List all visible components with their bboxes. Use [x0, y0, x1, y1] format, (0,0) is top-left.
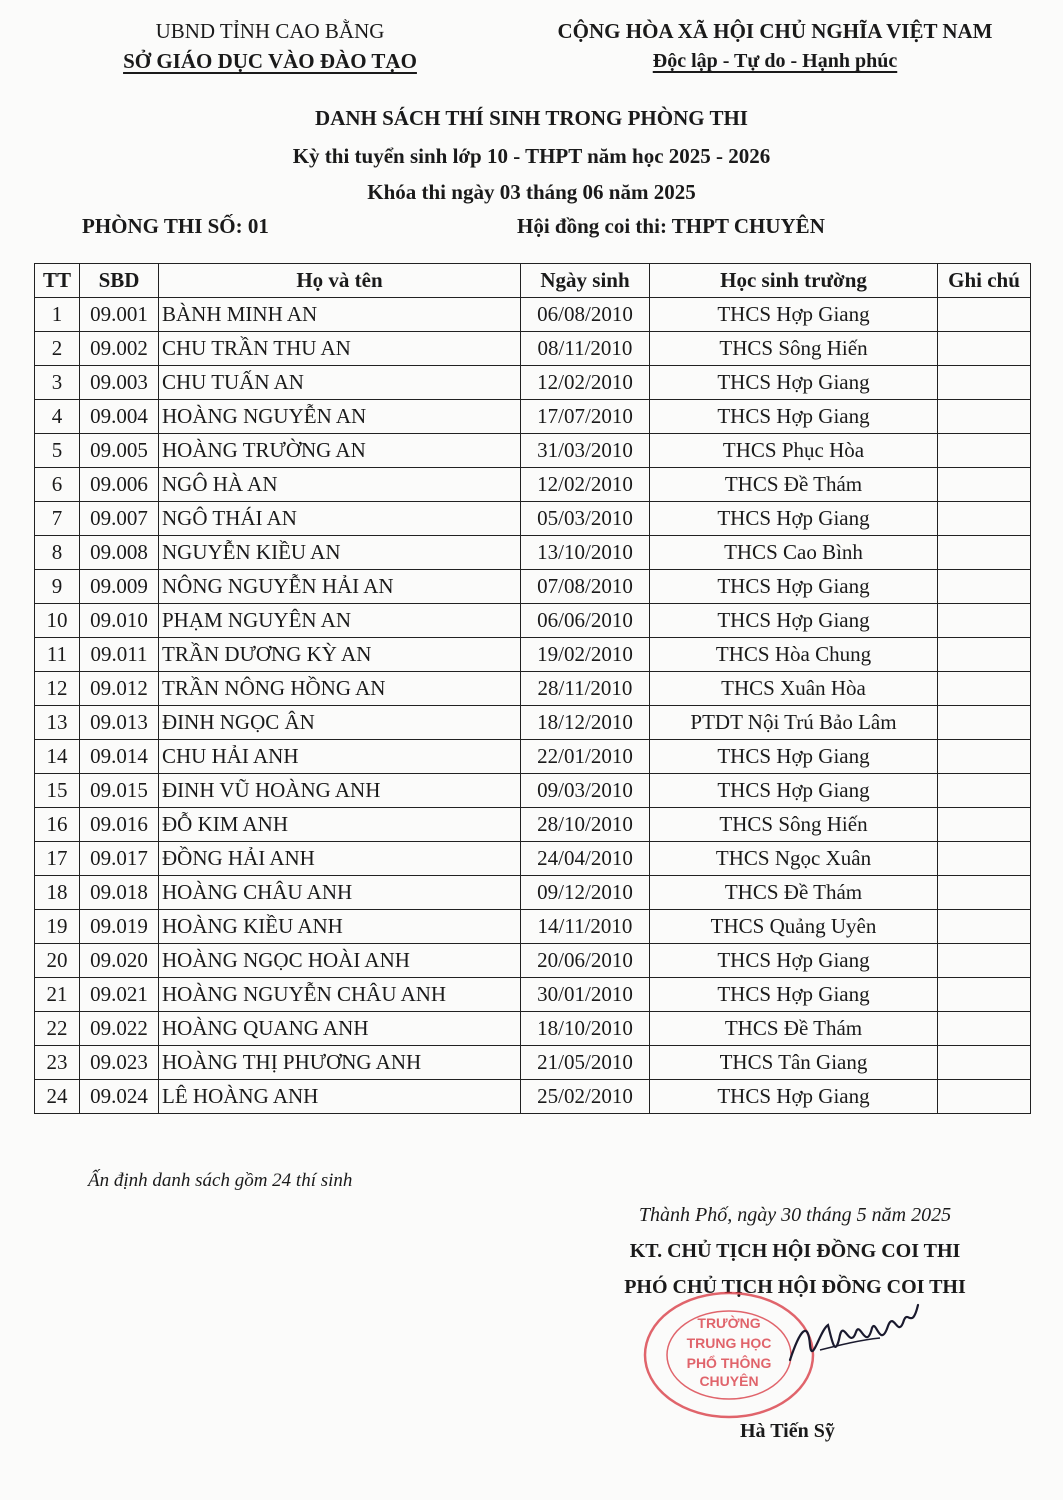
- cell-dob: 14/11/2010: [521, 910, 650, 944]
- cell-school: THCS Hợp Giang: [650, 366, 938, 400]
- cell-sbd: 09.004: [80, 400, 159, 434]
- table-row: [35, 944, 1031, 978]
- cell-tt: 1: [35, 298, 80, 332]
- signer-name: Hà Tiến Sỹ: [740, 1420, 835, 1442]
- cell-sbd: 09.007: [80, 502, 159, 536]
- cell-note: [938, 1046, 1031, 1080]
- cell-note: [938, 536, 1031, 570]
- cell-dob: 08/11/2010: [521, 332, 650, 366]
- cell-dob: 31/03/2010: [521, 434, 650, 468]
- cell-school: PTDT Nội Trú Bảo Lâm: [650, 706, 938, 740]
- cell-dob: 09/12/2010: [521, 876, 650, 910]
- cell-name: CHU HẢI ANH: [159, 740, 521, 774]
- cell-school: THCS Cao Bình: [650, 536, 938, 570]
- issuing-authority: [60, 16, 480, 76]
- cell-dob: 12/02/2010: [521, 366, 650, 400]
- cell-school: THCS Hợp Giang: [650, 944, 938, 978]
- cell-tt: 9: [35, 570, 80, 604]
- place-date: Thành Phố, ngày 30 tháng 5 năm 2025: [638, 1204, 952, 1226]
- table-row: [35, 468, 1031, 502]
- cell-school: THCS Hợp Giang: [650, 502, 938, 536]
- cell-dob: 06/08/2010: [521, 298, 650, 332]
- cell-school: THCS Tân Giang: [650, 1046, 938, 1080]
- cell-note: [938, 570, 1031, 604]
- signer-title-1: KT. CHỦ TỊCH HỘI ĐỒNG COI THI: [629, 1240, 961, 1262]
- stamp-text-line: PHỔ THÔNG: [686, 1355, 772, 1371]
- cell-name: HOÀNG NGUYỄN CHÂU ANH: [159, 978, 521, 1012]
- col-header-school: Học sinh trường: [650, 264, 938, 298]
- cell-tt: 4: [35, 400, 80, 434]
- table-row: [35, 366, 1031, 400]
- cell-note: [938, 332, 1031, 366]
- cell-note: [938, 706, 1031, 740]
- table-row: [35, 536, 1031, 570]
- cell-tt: 16: [35, 808, 80, 842]
- signature: [780, 1290, 930, 1390]
- col-header-sbd: SBD: [80, 264, 159, 298]
- cell-school: THCS Hòa Chung: [650, 638, 938, 672]
- cell-tt: 20: [35, 944, 80, 978]
- cell-name: TRẦN DƯƠNG KỲ AN: [159, 638, 521, 672]
- cell-dob: 06/06/2010: [521, 604, 650, 638]
- cell-note: [938, 944, 1031, 978]
- cell-sbd: 09.009: [80, 570, 159, 604]
- cell-tt: 18: [35, 876, 80, 910]
- cell-name: HOÀNG NGUYỄN AN: [159, 400, 521, 434]
- cell-note: [938, 298, 1031, 332]
- cell-dob: 09/03/2010: [521, 774, 650, 808]
- cell-name: ĐỒNG HẢI ANH: [159, 842, 521, 876]
- cell-dob: 12/02/2010: [521, 468, 650, 502]
- country-name: CỘNG HÒA XÃ HỘI CHỦ NGHĨA VIỆT NAM: [557, 19, 993, 43]
- cell-note: [938, 434, 1031, 468]
- cell-tt: 7: [35, 502, 80, 536]
- table-row: [35, 706, 1031, 740]
- national-motto: [505, 16, 1045, 76]
- cell-name: LÊ HOÀNG ANH: [159, 1080, 521, 1114]
- cell-name: PHẠM NGUYÊN AN: [159, 604, 521, 638]
- cell-tt: 6: [35, 468, 80, 502]
- cell-tt: 3: [35, 366, 80, 400]
- cell-sbd: 09.012: [80, 672, 159, 706]
- cell-dob: 24/04/2010: [521, 842, 650, 876]
- cell-dob: 21/05/2010: [521, 1046, 650, 1080]
- cell-name: HOÀNG NGỌC HOÀI ANH: [159, 944, 521, 978]
- cell-note: [938, 400, 1031, 434]
- cell-dob: 28/10/2010: [521, 808, 650, 842]
- cell-sbd: 09.013: [80, 706, 159, 740]
- cell-sbd: 09.021: [80, 978, 159, 1012]
- cell-sbd: 09.023: [80, 1046, 159, 1080]
- cell-tt: 24: [35, 1080, 80, 1114]
- cell-name: NGÔ HÀ AN: [159, 468, 521, 502]
- cell-note: [938, 502, 1031, 536]
- cell-school: THCS Đề Thám: [650, 1012, 938, 1046]
- cell-note: [938, 366, 1031, 400]
- cell-school: THCS Sông Hiến: [650, 332, 938, 366]
- cell-dob: 28/11/2010: [521, 672, 650, 706]
- cell-dob: 19/02/2010: [521, 638, 650, 672]
- cell-school: THCS Hợp Giang: [650, 570, 938, 604]
- cell-sbd: 09.005: [80, 434, 159, 468]
- cell-sbd: 09.006: [80, 468, 159, 502]
- cell-note: [938, 978, 1031, 1012]
- cell-name: NGUYỄN KIỀU AN: [159, 536, 521, 570]
- table-row: [35, 332, 1031, 366]
- cell-tt: 22: [35, 1012, 80, 1046]
- table-header-row: [35, 264, 1031, 298]
- document-title: DANH SÁCH THÍ SINH TRONG PHÒNG THI: [315, 106, 748, 130]
- cell-name: CHU TUẤN AN: [159, 366, 521, 400]
- col-header-name: Họ và tên: [159, 264, 521, 298]
- cell-name: TRẦN NÔNG HỒNG AN: [159, 672, 521, 706]
- col-header-note: Ghi chú: [938, 264, 1031, 298]
- stamp-text-line: TRƯỜNG: [697, 1315, 761, 1331]
- cell-sbd: 09.003: [80, 366, 159, 400]
- cell-tt: 15: [35, 774, 80, 808]
- cell-school: THCS Đề Thám: [650, 468, 938, 502]
- exam-council: Hội đồng coi thi: THPT CHUYÊN: [517, 214, 825, 238]
- cell-name: HOÀNG THỊ PHƯƠNG ANH: [159, 1046, 521, 1080]
- cell-tt: 5: [35, 434, 80, 468]
- table-row: [35, 570, 1031, 604]
- exam-room: PHÒNG THI SỐ: 01: [82, 214, 269, 238]
- table-row: [35, 434, 1031, 468]
- cell-tt: 17: [35, 842, 80, 876]
- table-row: [35, 740, 1031, 774]
- cell-tt: 13: [35, 706, 80, 740]
- cell-sbd: 09.017: [80, 842, 159, 876]
- table-row: [35, 808, 1031, 842]
- cell-dob: 05/03/2010: [521, 502, 650, 536]
- table-row: [35, 876, 1031, 910]
- cell-school: THCS Ngọc Xuân: [650, 842, 938, 876]
- cell-dob: 18/10/2010: [521, 1012, 650, 1046]
- cell-sbd: 09.016: [80, 808, 159, 842]
- candidate-table: [34, 263, 1031, 1114]
- cell-tt: 21: [35, 978, 80, 1012]
- cell-school: THCS Quảng Uyên: [650, 910, 938, 944]
- table-row: [35, 672, 1031, 706]
- cell-name: ĐỖ KIM ANH: [159, 808, 521, 842]
- cell-note: [938, 638, 1031, 672]
- department-name: SỞ GIÁO DỤC VÀO ĐÀO TẠO: [123, 49, 417, 73]
- cell-note: [938, 1080, 1031, 1114]
- cell-sbd: 09.014: [80, 740, 159, 774]
- table-row: [35, 604, 1031, 638]
- cell-tt: 10: [35, 604, 80, 638]
- exam-date: Khóa thi ngày 03 tháng 06 năm 2025: [367, 180, 696, 204]
- cell-school: THCS Sông Hiến: [650, 808, 938, 842]
- cell-note: [938, 910, 1031, 944]
- cell-dob: 07/08/2010: [521, 570, 650, 604]
- table-row: [35, 1012, 1031, 1046]
- table-row: [35, 1080, 1031, 1114]
- cell-dob: 22/01/2010: [521, 740, 650, 774]
- cell-tt: 14: [35, 740, 80, 774]
- cell-school: THCS Hợp Giang: [650, 1080, 938, 1114]
- cell-note: [938, 842, 1031, 876]
- table-row: [35, 774, 1031, 808]
- cell-school: THCS Phục Hòa: [650, 434, 938, 468]
- cell-note: [938, 808, 1031, 842]
- table-body: [35, 298, 1031, 1114]
- cell-sbd: 09.002: [80, 332, 159, 366]
- table-row: [35, 298, 1031, 332]
- cell-name: BÀNH MINH AN: [159, 298, 521, 332]
- cell-note: [938, 1012, 1031, 1046]
- province-committee: UBND TỈNH CAO BẰNG: [155, 19, 385, 43]
- cell-sbd: 09.020: [80, 944, 159, 978]
- cell-sbd: 09.011: [80, 638, 159, 672]
- cell-school: THCS Hợp Giang: [650, 740, 938, 774]
- table-row: [35, 638, 1031, 672]
- cell-school: THCS Hợp Giang: [650, 604, 938, 638]
- cell-sbd: 09.019: [80, 910, 159, 944]
- cell-school: THCS Đề Thám: [650, 876, 938, 910]
- cell-name: NGÔ THÁI AN: [159, 502, 521, 536]
- exam-name: Kỳ thi tuyển sinh lớp 10 - THPT năm học 2025 - 2026: [292, 144, 771, 168]
- cell-tt: 8: [35, 536, 80, 570]
- cell-dob: 20/06/2010: [521, 944, 650, 978]
- signer-title-2: PHÓ CHỦ TỊCH HỘI ĐỒNG COI THI: [624, 1276, 966, 1298]
- list-confirmation-note: Ấn định danh sách gồm 24 thí sinh: [88, 1170, 353, 1191]
- cell-note: [938, 774, 1031, 808]
- cell-sbd: 09.015: [80, 774, 159, 808]
- cell-tt: 12: [35, 672, 80, 706]
- table-row: [35, 502, 1031, 536]
- cell-tt: 19: [35, 910, 80, 944]
- cell-school: THCS Hợp Giang: [650, 774, 938, 808]
- cell-name: NÔNG NGUYỄN HẢI AN: [159, 570, 521, 604]
- cell-sbd: 09.018: [80, 876, 159, 910]
- cell-note: [938, 876, 1031, 910]
- cell-name: HOÀNG CHÂU ANH: [159, 876, 521, 910]
- cell-school: THCS Hợp Giang: [650, 400, 938, 434]
- cell-dob: 30/01/2010: [521, 978, 650, 1012]
- cell-note: [938, 672, 1031, 706]
- cell-dob: 13/10/2010: [521, 536, 650, 570]
- cell-school: THCS Hợp Giang: [650, 978, 938, 1012]
- stamp-text-line: CHUYÊN: [699, 1373, 759, 1389]
- cell-tt: 11: [35, 638, 80, 672]
- table-row: [35, 910, 1031, 944]
- col-header-dob: Ngày sinh: [521, 264, 650, 298]
- table-row: [35, 1046, 1031, 1080]
- cell-note: [938, 604, 1031, 638]
- table-row: [35, 400, 1031, 434]
- cell-sbd: 09.024: [80, 1080, 159, 1114]
- cell-name: HOÀNG TRƯỜNG AN: [159, 434, 521, 468]
- col-header-tt: TT: [35, 264, 80, 298]
- cell-sbd: 09.010: [80, 604, 159, 638]
- cell-name: HOÀNG KIỀU ANH: [159, 910, 521, 944]
- cell-dob: 17/07/2010: [521, 400, 650, 434]
- cell-sbd: 09.022: [80, 1012, 159, 1046]
- table-row: [35, 842, 1031, 876]
- cell-sbd: 09.008: [80, 536, 159, 570]
- cell-school: THCS Xuân Hòa: [650, 672, 938, 706]
- table-row: [35, 978, 1031, 1012]
- cell-name: ĐINH NGỌC ÂN: [159, 706, 521, 740]
- cell-sbd: 09.001: [80, 298, 159, 332]
- cell-dob: 25/02/2010: [521, 1080, 650, 1114]
- cell-tt: 23: [35, 1046, 80, 1080]
- stamp-text-line: TRUNG HỌC: [686, 1335, 772, 1351]
- cell-tt: 2: [35, 332, 80, 366]
- cell-note: [938, 740, 1031, 774]
- cell-dob: 18/12/2010: [521, 706, 650, 740]
- cell-name: ĐINH VŨ HOÀNG ANH: [159, 774, 521, 808]
- motto: Độc lập - Tự do - Hạnh phúc: [652, 50, 898, 72]
- cell-name: CHU TRẦN THU AN: [159, 332, 521, 366]
- cell-note: [938, 468, 1031, 502]
- cell-name: HOÀNG QUANG ANH: [159, 1012, 521, 1046]
- cell-school: THCS Hợp Giang: [650, 298, 938, 332]
